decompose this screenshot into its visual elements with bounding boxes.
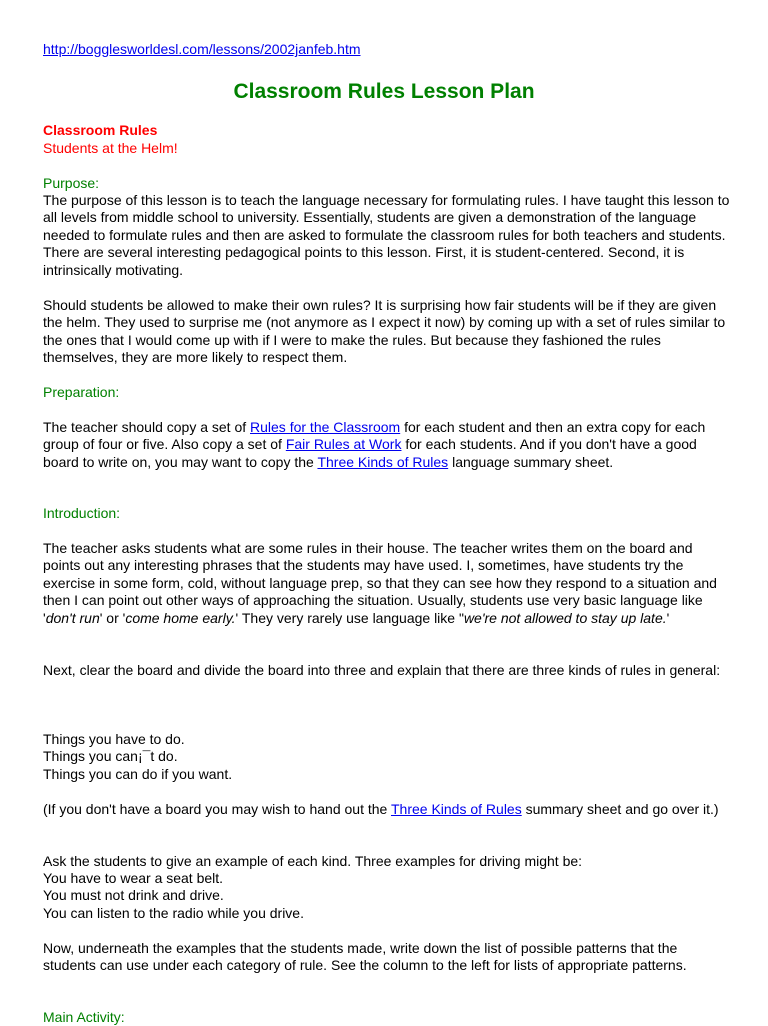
purpose-paragraph-1: The purpose of this lesson is to teach the language necessary for formulating rules. I have taught this lesson to all levels from middle school to university. Essentially, students are given a demonstration of the language needed to formulate rules and then are asked to formulate the classroom rules for both teachers and students. There are several interesting pedagogical points to this lesson. First, it is student-centered. Second, it is intrinsically motivating.	[43, 192, 730, 278]
section-title: Classroom Rules	[43, 122, 158, 138]
page-title: Classroom Rules Lesson Plan	[233, 80, 535, 103]
introduction-paragraph-1: The teacher asks students what are some rules in their house. The teacher writes them on the board and points out any interesting phrases that the students may have used. I, sometimes, have students try the exercise in some form, cold, without language prep, so that they can see how they respond to a situation and then I can point out other ways of approaching the situation. Usually, students use very basic language like 'don't run' or 'come home early.' They very rarely use language like "we're not allowed to stay up late.'	[43, 540, 717, 626]
preparation-paragraph: The teacher should copy a set of Rules for the Classroom for each student and then an extra copy for each group of four or five. Also copy a set of Fair Rules at Work for each students. And if you don't have a good board to write on, you may want to copy the Three Kinds of Rules language summary sheet.	[43, 419, 706, 470]
purpose-paragraph-2: Should students be allowed to make their own rules? It is surprising how fair students will be if they are given the helm. They used to surprise me (not anymore as I expect it now) by coming up with a set of rules similar to the ones that I would come up with if I were to make the rules. But because they fashioned the rules themselves, they are more likely to respect them.	[43, 297, 726, 366]
section-tagline: Students at the Helm!	[43, 140, 178, 156]
rule-kinds-list	[43, 731, 733, 783]
introduction-heading: Introduction:	[43, 505, 121, 521]
three-kinds-of-rules-link-2[interactable]: Three Kinds of Rules	[390, 801, 522, 817]
introduction-paragraph-5: Now, underneath the examples that the students made, write down the list of possible patterns that the students can use under each category of rule. See the column to the left for lists of appropriate patterns.	[43, 940, 687, 974]
introduction-paragraph-4: Ask the students to give an example of each kind. Three examples for driving might be:	[43, 853, 583, 869]
introduction-paragraph-3: (If you don't have a board you may wish to hand out the Three Kinds of Rules summary sheet and go over it.)	[43, 801, 719, 817]
purpose-heading: Purpose:	[43, 175, 100, 191]
three-kinds-of-rules-link[interactable]: Three Kinds of Rules	[317, 453, 449, 470]
main-activity-heading: Main Activity:	[43, 1009, 125, 1025]
preparation-heading: Preparation:	[43, 384, 120, 400]
rule-kind-item: Things you can do if you want.	[43, 765, 233, 782]
fair-rules-at-work-link[interactable]: Fair Rules at Work	[285, 436, 402, 453]
example-item: You have to wear a seat belt.	[43, 870, 224, 886]
example-item: You can listen to the radio while you drive.	[43, 904, 304, 921]
driving-examples-list	[43, 870, 733, 922]
introduction-paragraph-2: Next, clear the board and divide the board into three and explain that there are three kinds of rules in general:	[43, 662, 721, 678]
source-url-link[interactable]: http://bogglesworldesl.com/lessons/2002janfeb.htm	[43, 41, 361, 57]
example-item: You must not drink and drive.	[43, 887, 224, 904]
rule-kind-item: Things you have to do.	[43, 731, 185, 747]
rule-kind-item: Things you can¡¯t do.	[43, 748, 178, 765]
rules-for-classroom-link[interactable]: Rules for the Classroom	[250, 419, 401, 435]
